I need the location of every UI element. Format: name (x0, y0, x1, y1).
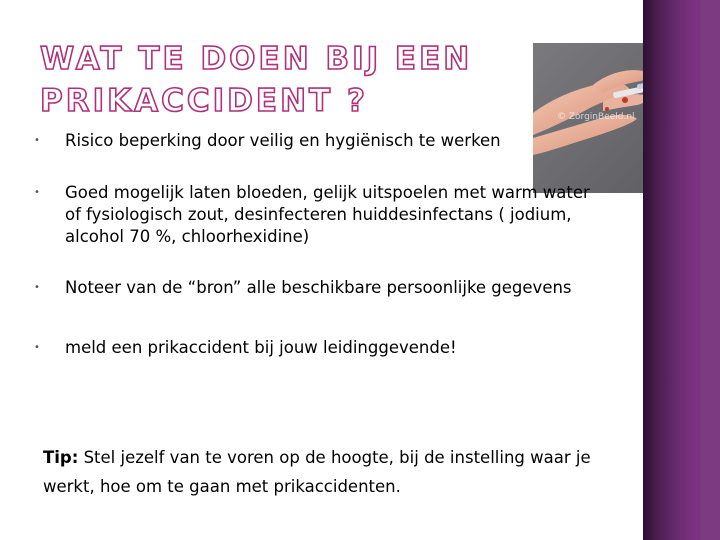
tip-paragraph (43, 443, 603, 501)
decorative-sidebar-edge (700, 0, 720, 540)
bullet-item (34, 277, 604, 299)
bullet-dot: • (34, 187, 40, 198)
tip-text: Stel jezelf van te voren op de hoogte, bij de instelling waar je werkt, hoe om te gaan met prikaccidenten. (43, 448, 591, 496)
slide-title: WAT TE DOEN BIJ EEN PRIKACCIDENT ? (40, 41, 473, 119)
tip-label: Tip: (43, 448, 79, 467)
bullet-list (34, 130, 604, 359)
bullet-text: meld een prikaccident bij jouw leidinggevende! (65, 338, 457, 357)
bullet-item (34, 182, 604, 248)
image-watermark: © ZorginBeeld.nl (557, 112, 635, 122)
bullet-text: Risico beperking door veilig en hygiënisch te werken (65, 131, 501, 150)
bullet-text: Noteer van de “bron” alle beschikbare persoonlijke gegevens (65, 278, 572, 297)
bullet-dot: • (34, 282, 40, 293)
bullet-item (34, 337, 604, 359)
bullet-item (34, 130, 604, 152)
bullet-dot: • (34, 135, 40, 146)
bullet-text: Goed mogelijk laten bloeden, gelijk uitspoelen met warm water of fysiologisch zout, desinfecteren huiddesinfectans ( jodium, alcohol 70 %, chloorhexidine) (65, 183, 590, 246)
bullet-dot: • (34, 342, 40, 353)
